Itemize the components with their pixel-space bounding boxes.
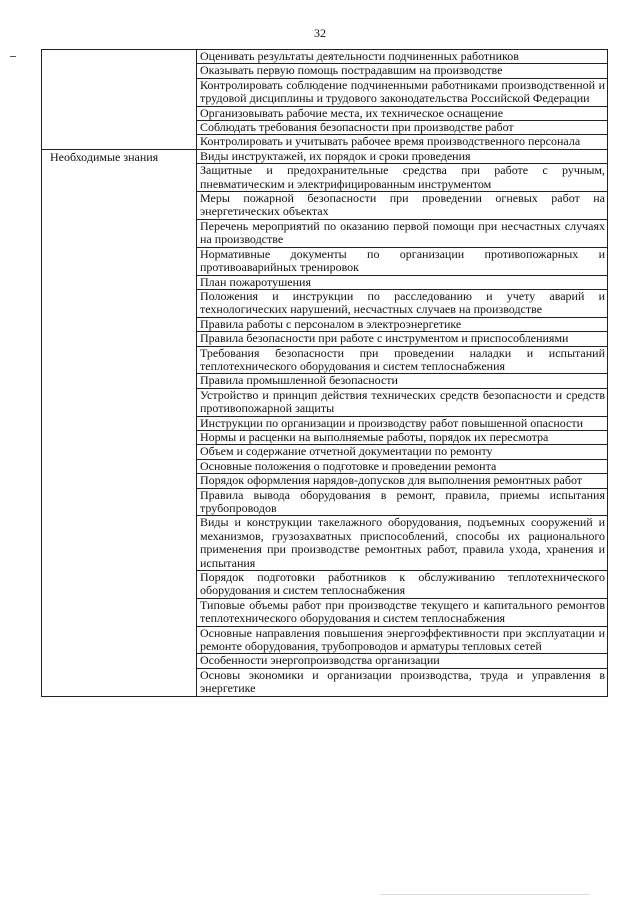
knowledge-item: Основы экономики и организации производства, труда и управления в энергетике: [197, 668, 608, 696]
knowledge-item: Порядок оформления нарядов-допусков для выполнения ремонтных работ: [197, 474, 608, 488]
requirements-table-wrapper: [41, 49, 607, 697]
knowledge-item: Правила промышленной безопасности: [197, 374, 608, 388]
requirements-table: [41, 49, 608, 697]
knowledge-item: Положения и инструкции по расследованию и учету аварий и технологических нарушений, несчастных случаев на производстве: [197, 289, 608, 317]
skill-item: Оказывать первую помощь пострадавшим на производстве: [197, 64, 608, 78]
skill-item: Организовывать рабочие места, их техническое оснащение: [197, 106, 608, 120]
knowledge-item: Перечень мероприятий по оказанию первой помощи при несчастных случаях на производстве: [197, 219, 608, 247]
footer-line: [380, 894, 590, 895]
knowledge-item: Правила работы с персоналом в электроэнергетике: [197, 317, 608, 331]
knowledge-item: Нормативные документы по организации противопожарных и противоаварийных тренировок: [197, 247, 608, 275]
knowledge-label-cell: Необходимые знания: [42, 149, 197, 696]
knowledge-item: Меры пожарной безопасности при проведении огневых работ на энергетических объектах: [197, 192, 608, 220]
knowledge-item: Инструкции по организации и производству работ повышенной опасности: [197, 416, 608, 430]
knowledge-item: Основные положения о подготовке и проведении ремонта: [197, 459, 608, 473]
table-row: [42, 50, 608, 64]
table-body: [42, 50, 608, 697]
knowledge-item: Защитные и предохранительные средства при работе с ручным, пневматическим и электрифицированным инструментом: [197, 164, 608, 192]
knowledge-item: Виды и конструкции такелажного оборудования, подъемных сооружений и механизмов, грузозахватных приспособлений, способы их рационального применения при производстве ремонтных работ, правила ухода, хранения и испытания: [197, 516, 608, 571]
knowledge-item: Порядок подготовки работников к обслуживанию теплотехнического оборудования и систем теплоснабжения: [197, 571, 608, 599]
knowledge-item: Устройство и принцип действия технических средств безопасности и средств противопожарной защиты: [197, 388, 608, 416]
skill-item: Оценивать результаты деятельности подчиненных работников: [197, 50, 608, 64]
skill-item: Контролировать соблюдение подчиненными работниками производственной и трудовой дисциплины и трудового законодательства Российской Федерации: [197, 78, 608, 106]
knowledge-item: Типовые объемы работ при производстве текущего и капитального ремонтов теплотехнического оборудования и систем теплоснабжения: [197, 598, 608, 626]
knowledge-item: Особенности энергопроизводства организации: [197, 654, 608, 668]
knowledge-item: Объем и содержание отчетной документации по ремонту: [197, 445, 608, 459]
knowledge-item: План пожаротушения: [197, 275, 608, 289]
knowledge-item: Основные направления повышения энергоэффективности при эксплуатации и ремонте оборудования, трубопроводов и арматуры тепловых сетей: [197, 626, 608, 654]
skills-label-cell: [42, 50, 197, 150]
knowledge-item: Нормы и расценки на выполняемые работы, порядок их пересмотра: [197, 430, 608, 444]
skill-item: Контролировать и учитывать рабочее время производственного персонала: [197, 135, 608, 149]
skill-item: Соблюдать требования безопасности при производстве работ: [197, 121, 608, 135]
knowledge-item: Требования безопасности при проведении наладки и испытаний теплотехнического оборудования и систем теплоснабжения: [197, 346, 608, 374]
knowledge-item: Правила безопасности при работе с инструментом и приспособлениями: [197, 332, 608, 346]
margin-mark: [10, 56, 16, 57]
knowledge-item: Виды инструктажей, их порядок и сроки проведения: [197, 149, 608, 163]
knowledge-item: Правила вывода оборудования в ремонт, правила, приемы испытания трубопроводов: [197, 488, 608, 516]
table-row: [42, 149, 608, 163]
page-number: 32: [314, 26, 326, 40]
